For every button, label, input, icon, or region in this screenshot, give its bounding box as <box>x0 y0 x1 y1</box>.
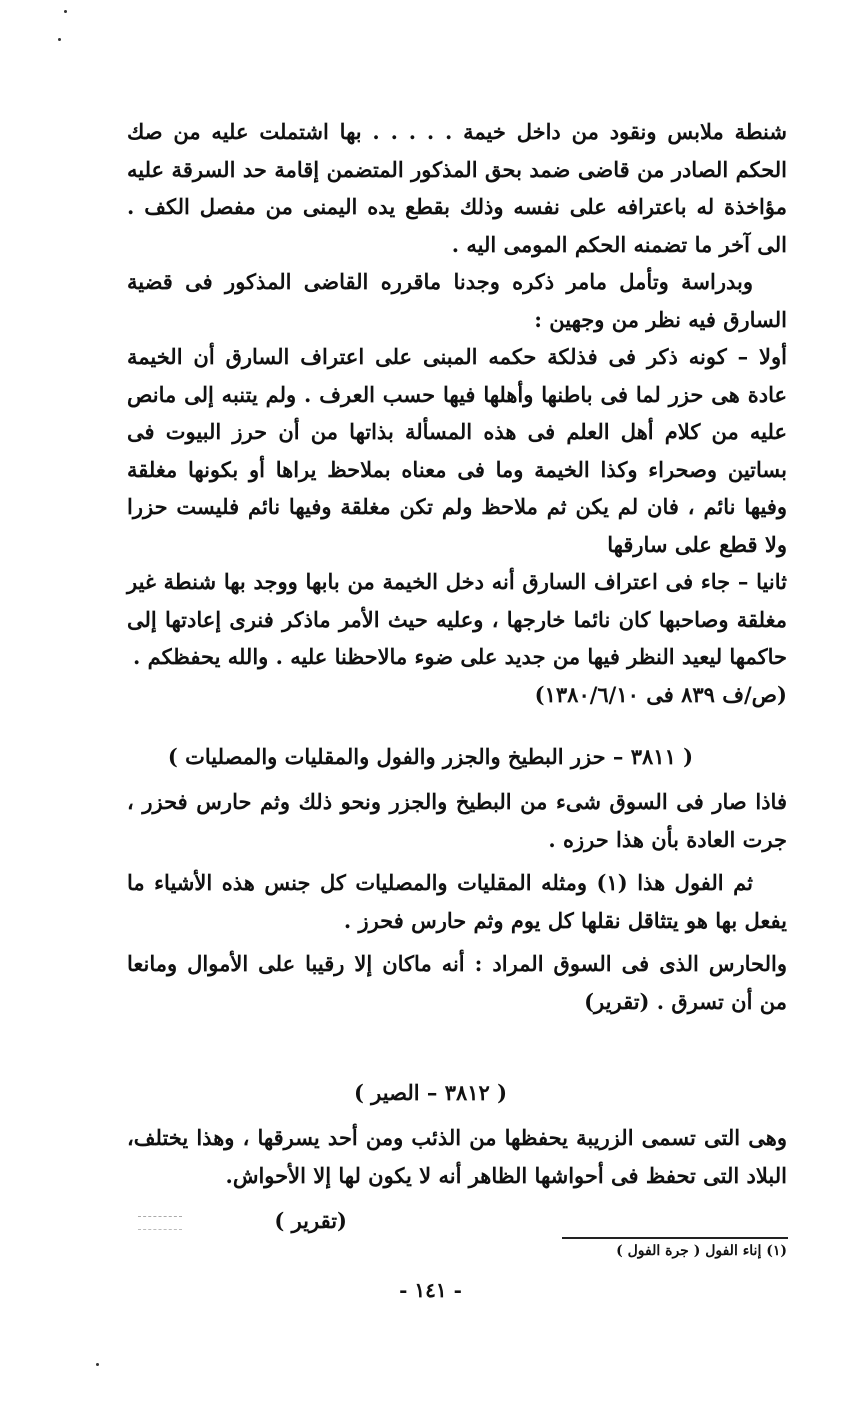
paragraph: شنطة ملابس ونقود من داخل خيمة . . . . . بها اشتملت عليه من صك الحكم الصادر من قاضى ضمد بحق المذكور المتضمن إقامة حد السرقة عليه مؤاخذة له باعترافه على نفسه وذلك بقطع يده اليمنى من مفصل الكف . الى آخر ما تضمنه الحكم المومى اليه . <box>127 119 787 257</box>
paragraph: ثم الفول هذا (١) ومثله المقليات والمصليات كل جنس هذه الأشياء ما يفعل بها هو يتثاقل نقلها كل يوم وثم حارس فحرز . <box>127 870 787 933</box>
paragraph: والحارس الذى فى السوق المراد : أنه ماكان إلا رقيبا على الأموال ومانعا من أن تسرق . (تقرير) <box>127 951 787 1014</box>
margin-speck <box>96 1363 99 1366</box>
main-text-section-1 <box>127 113 787 713</box>
paragraph: وبدراسة وتأمل مامر ذكره وجدنا ماقرره القاضى المذكور فى قضية السارق فيه نظر من وجهين : <box>127 269 787 332</box>
margin-speck <box>64 10 67 13</box>
footnote: (١) إناء الفول ( جرة الفول ) <box>616 1243 787 1259</box>
section-heading: ( ٣٨١٢ – الصير ) <box>353 1080 508 1105</box>
section-heading: ( ٣٨١١ – حزر البطيخ والجزر والفول والمقليات والمصليات ) <box>167 744 694 769</box>
paragraph: وهى التى تسمى الزريبة يحفظها من الذئب ومن أحد يسرقها ، وهذا يختلف، البلاد التى تحفظ فى أحواشها الظاهر أنه لا يكون لها إلا الأحواش. <box>127 1125 787 1188</box>
source-citation: (ص/ف ٨٣٩ فى ١٣٨٠/٦/١٠) <box>534 681 787 707</box>
paragraph: أولا – كونه ذكر فى فذلكة حكمه المبنى على اعتراف السارق أن الخيمة عادة هى حزر لما فى باطنها وأهلها فيها حسب العرف . ولم يتنبه إلى مانص عليه من كلام أهل العلم فى هذه المسألة بذاتها من أن حرز البيوت فى بساتين وصحراء وكذا الخيمة وما فى معناه بملاحظ يراها أو بكونها مغلقة وفيها نائم ، فان لم يكن ثم ملاحظ ولم تكن مغلقة وفيها نائم فليست حزرا ولا قطع على سارقها <box>127 344 787 557</box>
margin-speck <box>58 38 61 41</box>
main-text-section-2 <box>127 783 787 1020</box>
paragraph: فاذا صار فى السوق شىء من البطيخ والجزر ونحو ذلك وثم حارس فحزر ، جرت العادة بأن هذا حرزه . <box>127 789 787 852</box>
paragraph: ثانيا – جاء فى اعتراف السارق أنه دخل الخيمة من بابها ووجد بها شنطة غير مغلقة وصاحبها كان نائما خارجها ، وعليه حيث الأمر ماذكر فنرى إعادتها إلى حاكمها ليعيد النظر فيها من جديد على ضوء مالاحظنا عليه . والله يحفظكم . <box>127 569 787 669</box>
source-citation: (تقرير ) <box>274 1208 347 1233</box>
page-number: - ١٤١ - <box>399 1278 462 1302</box>
faint-stamp-mark <box>138 1216 182 1230</box>
main-text-section-3 <box>127 1119 787 1240</box>
footnote-divider <box>562 1237 788 1239</box>
